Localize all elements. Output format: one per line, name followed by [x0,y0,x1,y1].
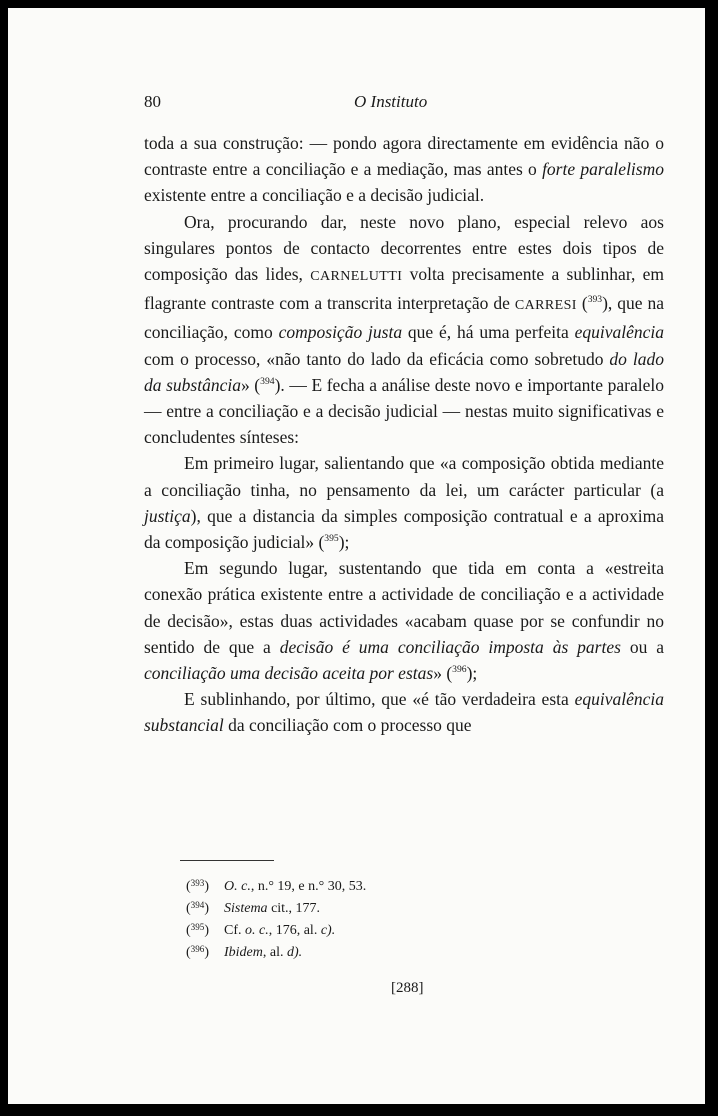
paragraph [144,555,664,686]
page-number: 80 [144,92,161,111]
footnote-text [224,920,335,942]
text-run: CARRESI [514,298,577,314]
footnote-ref: 396 [452,663,467,675]
footnote-separator [180,860,274,861]
text-run: ), que a distancia da simples composição contratual e a aproxima da composição judicial» ( [144,505,664,553]
text-run: volta precisamente a sublinhar, em flagrante contraste com a transcrita interpretação de [144,264,664,314]
footnote [186,942,586,964]
text-run: , 176, al. [268,923,321,938]
text-run: » ( [433,663,453,684]
text-run: que é, há uma perfeita [402,322,575,343]
text-run: ); [338,532,350,553]
paragraph [144,450,664,555]
footnote-ref: 393 [587,294,603,305]
text-run: , n.° 19, e n.° 30, 53. [250,879,367,894]
body-text [144,130,664,739]
paragraph [144,686,664,738]
footnote [186,898,586,920]
text-run: ), que na conciliação, como [144,293,664,343]
footnote-text [224,898,320,920]
text-run: Cf. [224,923,245,938]
text-run: O. c. [224,879,251,894]
text-run: toda a sua construção: — pondo agora directamente em evidência não o contraste entre a conciliação e a mediação, mas antes o [144,133,664,180]
text-run: c). [320,923,336,938]
text-run: ); [466,663,478,684]
text-run: cit., 177. [267,901,321,916]
footnotes [186,876,586,964]
text-run: existente entre a conciliação e a decisão judicial. [144,185,485,206]
footnote-number-value: 395 [190,921,205,932]
text-run: ). — E fecha a análise deste novo e importante paralelo — entre a conciliação e a decisão judicial — nestas muito significativas e concludentes sínteses: [144,374,665,448]
footnote-number: ($^{394}$) [186,899,209,916]
text-run: Sistema [224,901,268,916]
book-page [8,8,705,1104]
footnote-number: ($^{393}$) [186,877,209,894]
text-run: ( [576,293,588,314]
paragraph [144,209,664,451]
text-run: forte paralelismo [542,159,664,180]
footnote-number-value: 394 [190,899,205,910]
text-run: CARNELUTTI [310,269,403,285]
footnote-ref: 394 [260,375,275,387]
text-run: ou a [620,636,664,657]
text-run: o. c. [245,923,269,938]
text-run: conciliação uma decisão aceita por estas [144,663,434,684]
text-run: , al. [262,945,287,960]
footnote-text [224,942,302,964]
footnote-ref: 395 [324,532,339,544]
footnote-number: ($^{396}$) [186,943,209,960]
footnote [186,920,586,942]
text-run: equivalência substancial [144,689,664,736]
text-run: Em primeiro lugar, salientando que «a composição obtida mediante a conciliação tinha, no pensamento da lei, um carácter particular (a [144,453,664,500]
running-head [144,92,584,114]
footnote [186,876,586,898]
footnote-text [224,876,366,898]
text-run: » ( [240,374,261,395]
running-title: O Instituto [354,92,428,111]
paragraph [144,130,664,209]
text-run: decisão é uma conciliação imposta às partes [279,636,621,657]
footnote-number: ($^{395}$) [186,921,209,938]
text-run: da conciliação com o processo que [223,715,472,736]
text-run: com o processo, «não tanto do lado da eficácia como sobretudo [144,348,610,369]
footnote-number-value: 393 [190,877,205,888]
text-run: E sublinhando, por último, que «é tão verdadeira esta [184,689,575,710]
text-run: equivalência [574,322,664,343]
text-run: Ora, procurando dar, neste novo plano, especial relevo aos singulares pontos de contacto decorrentes entre estes dois tipos de composição das lides, [144,211,664,285]
text-run: Ibidem [224,945,263,960]
text-run: Em segundo lugar, sustentando que tida em conta a «estreita conexão prática existente entre a actividade de conciliação e a actividade de decisão», estas duas actividades «acabam quase por se confundir no sentido de que a [144,558,664,657]
text-run: d). [287,945,303,960]
archive-page-stamp: [288] [391,980,424,996]
footnote-number-value: 396 [190,943,205,954]
text-run: composição justa [278,322,403,343]
text-run: justiça [144,505,191,526]
text-run: do lado da substância [144,348,664,395]
